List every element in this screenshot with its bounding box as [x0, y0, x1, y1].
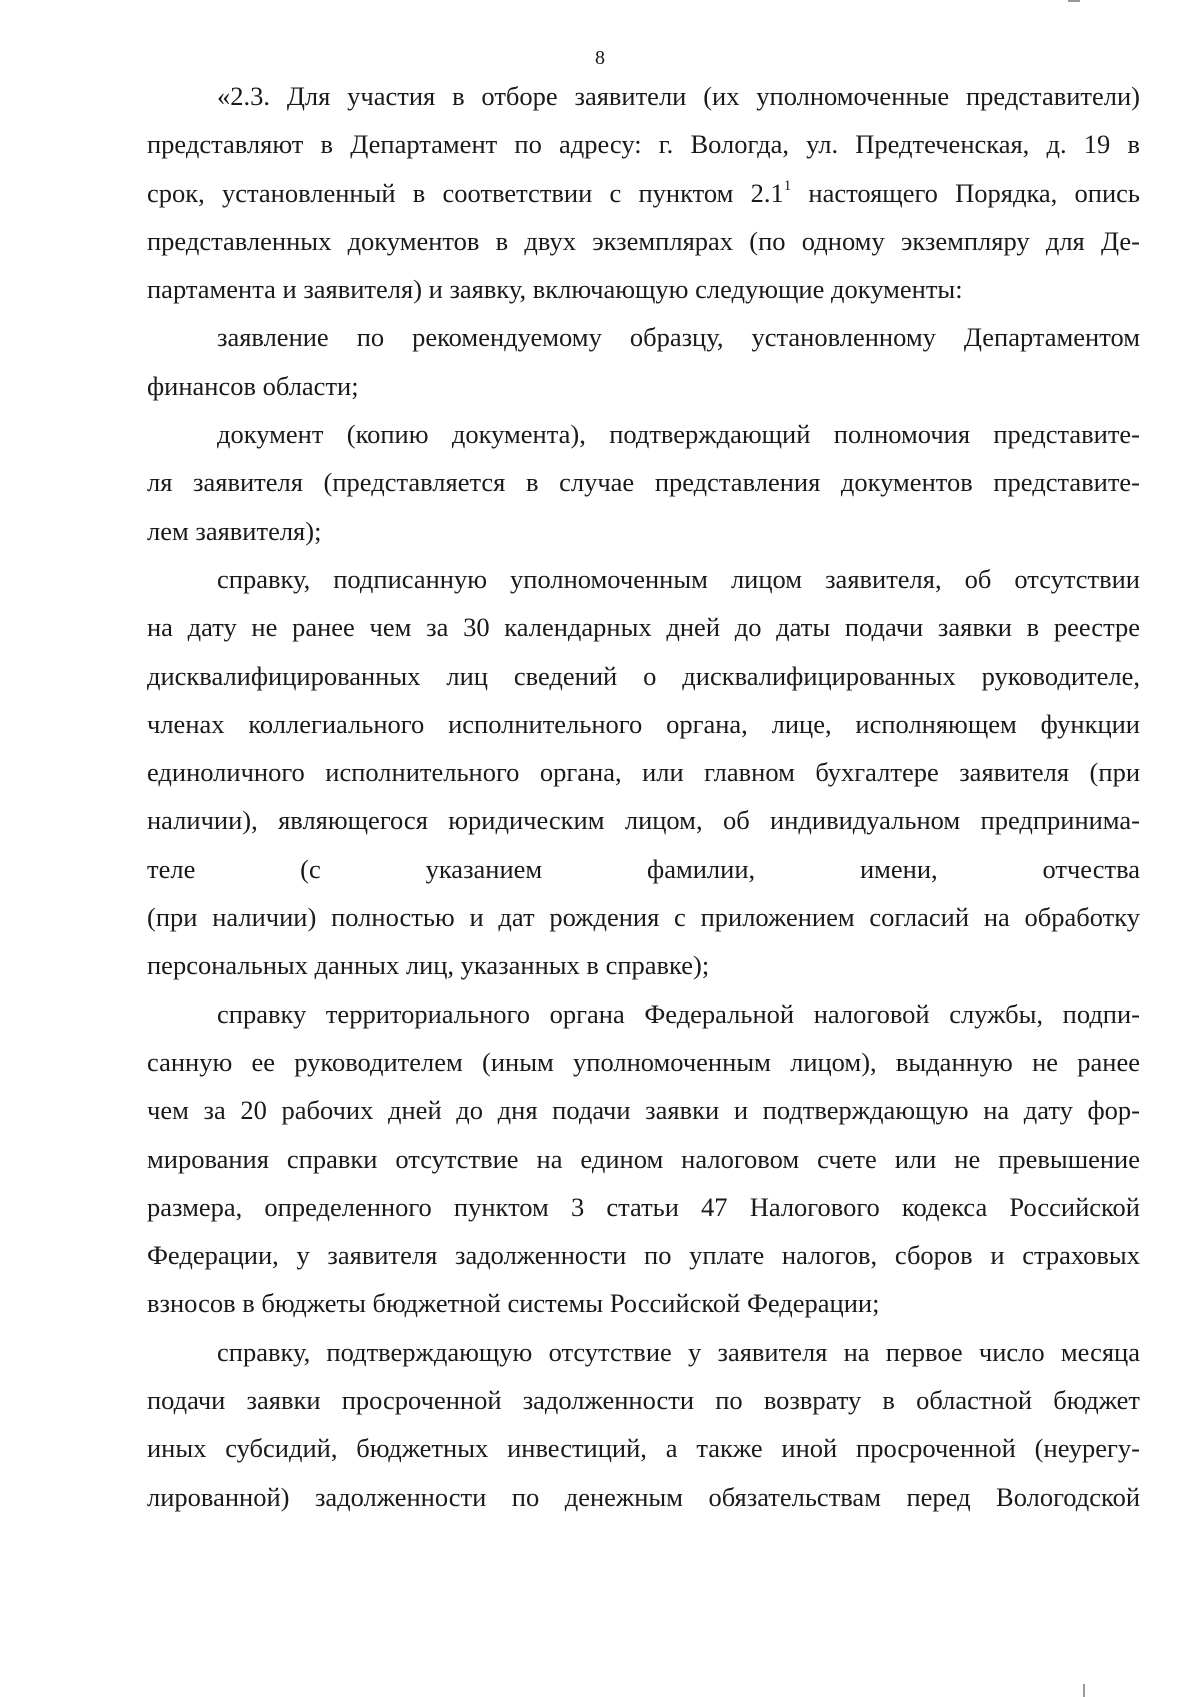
text-line: заявление по рекомендуемому образцу, установленному Департаментом: [217, 322, 1140, 353]
text-line: размера, определенного пунктом 3 статьи 47 Налогового кодекса Российской: [147, 1191, 1140, 1222]
text-line: единоличного исполнительного органа, или главном бухгалтере заявителя (при: [147, 757, 1140, 788]
paragraph-2-3: [147, 72, 1140, 313]
text-line: представленных документов в двух экземплярах (по одному экземпляру для Де-: [147, 225, 1140, 256]
text-line: ля заявителя (представляется в случае представления документов представите-: [147, 467, 1140, 498]
text-line: лем заявителя);: [147, 515, 322, 546]
footnote-superscript: 1: [783, 177, 792, 194]
text-line-with-footnote: [147, 169, 1140, 217]
text-line: финансов области;: [147, 370, 359, 401]
text-line: документ (копию документа), подтверждающий полномочия представите-: [217, 419, 1140, 450]
text-line: чем за 20 рабочих дней до дня подачи заявки и подтверждающую на дату фор-: [147, 1095, 1140, 1126]
text-line: теле (с указанием фамилии, имени, отчества: [147, 853, 1140, 884]
document-body: [147, 72, 1140, 1521]
text-line: дисквалифицированных лиц сведений о дисквалифицированных руководителе,: [147, 660, 1140, 691]
text-line: справку, подписанную уполномоченным лицом заявителя, об отсутствии: [217, 563, 1140, 594]
paragraph-disqualified-registry-certificate: [147, 555, 1140, 990]
text-line: (при наличии) полностью и дат рождения с приложением согласий на обработку: [147, 902, 1140, 933]
text-line: мирования справки отсутствие на едином налоговом счете или не превышение: [147, 1143, 1140, 1174]
text-line: членах коллегиального исполнительного органа, лице, исполняющем функции: [147, 708, 1140, 739]
text-line: «2.3. Для участия в отборе заявители (их уполномоченные представители): [217, 81, 1140, 111]
text-line: подачи заявки просроченной задолженности по возврату в областной бюджет: [147, 1385, 1140, 1416]
text-line: Федерации, у заявителя задолженности по уплате налогов, сборов и страховых: [147, 1240, 1140, 1271]
text-line: лированной) задолженности по денежным обязательствам перед Вологодской: [147, 1481, 1140, 1512]
scan-mark-bottom-right: [1083, 1684, 1085, 1697]
paragraph-tax-certificate: [147, 990, 1140, 1328]
text-line: на дату не ранее чем за 30 календарных дней до даты подачи заявки в реестре: [147, 612, 1140, 643]
text-line: представляют в Департамент по адресу: г. Вологда, ул. Предтеченская, д. 19 в: [147, 129, 1140, 160]
text-line: иных субсидий, бюджетных инвестиций, а также иной просроченной (неурегу-: [147, 1433, 1140, 1464]
paragraph-authority-document: [147, 410, 1140, 555]
scan-mark-top-right: [1068, 0, 1080, 2]
text-line: справку, подтверждающую отсутствие у заявителя на первое число месяца: [217, 1336, 1140, 1367]
text-line: справку территориального органа Федеральной налоговой службы, подпи-: [217, 998, 1140, 1029]
text-fragment: срок, установленный в соответствии с пунктом 2.1: [147, 177, 784, 208]
text-line: партамента и заявителя) и заявку, включающую следующие документы:: [147, 274, 963, 305]
paragraph-debt-certificate: [147, 1328, 1140, 1521]
text-line: взносов в бюджеты бюджетной системы Российской Федерации;: [147, 1288, 880, 1319]
text-line: санную ее руководителем (иным уполномоченным лицом), выданную не ранее: [147, 1046, 1140, 1077]
paragraph-application: [147, 313, 1140, 410]
text-fragment: настоящего Порядка, опись: [791, 177, 1140, 208]
text-line: персональных данных лиц, указанных в справке);: [147, 950, 710, 981]
page-number: 8: [595, 47, 605, 69]
text-line: наличии), являющегося юридическим лицом, об индивидуальном предпринима-: [147, 805, 1140, 836]
